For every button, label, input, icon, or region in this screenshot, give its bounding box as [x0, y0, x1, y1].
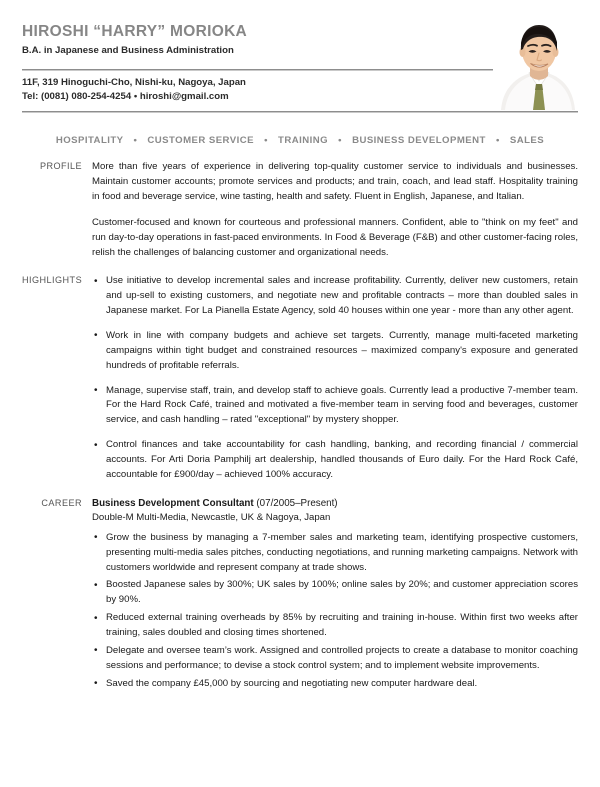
list-item: • Work in line with company budgets and achieve set targets. Currently, manage multi-faceted marketing campaigns within tight budget and constrained resources – maximized company's exposure and generated hundreds of profitable referrals.	[92, 329, 578, 374]
section-body-profile	[82, 160, 578, 260]
resume-header	[22, 0, 578, 113]
keyword-hospitality: HOSPITALITY	[55, 135, 124, 147]
keyword-business-development: BUSINESS DEVELOPMENT	[352, 135, 486, 147]
keyword-separator-icon: •	[133, 135, 138, 147]
list-item: • Saved the company £45,000 by sourcing and negotiating new computer hardware deal.	[92, 677, 578, 692]
job-title-line	[92, 497, 578, 512]
list-item: • Use initiative to develop incremental sales and increase profitability. Currently, deliver new customers, retain and up-sell to existing customers, and negotiate new and profitable contracts – more than doubled sales in Japanese market. For La Pianella Estate Agency, sold 40 houses within one year - more than any other agent.	[92, 274, 578, 319]
list-item: • Grow the business by managing a 7-member sales and marketing team, identifying prospective customers, presenting multi-media sales pitches, conducting negotiations, and running marketing campaigns. Network with customers worldwide and represent company at trade shows.	[92, 531, 578, 576]
list-item: • Control finances and take accountability for cash handling, banking, and recording financial / commercial accounts. For Arti Doria Pamphilj art dealership, handled thousands of Euro daily. For the Hard Rock Café, accountable for £900/day – achieved 100% accuracy.	[92, 438, 578, 483]
contact-phone-email: Tel: (0081) 080-254-4254 • hiroshi@gmail.com	[22, 91, 229, 103]
candidate-degree: B.A. in Japanese and Business Administration	[22, 45, 234, 57]
job-company: Double-M Multi-Media, Newcastle, UK & Nagoya, Japan	[92, 512, 331, 524]
section-profile	[22, 146, 578, 260]
profile-paragraph: More than five years of experience in delivering top-quality customer service to individuals and businesses. Maintain customer accounts; promote services and products; and train, coach, and lead staff. Hospitality training in food and beverage service, wine tasting, health and safety. Fluent in English, Japanese, and Italian.	[92, 161, 578, 202]
keyword-separator-icon: •	[264, 135, 268, 147]
section-highlights	[22, 260, 578, 482]
section-label-profile: PROFILE	[39, 161, 82, 172]
contact-address: 11F, 319 Hinoguchi-Cho, Nishi-ku, Nagoya, Japan	[22, 76, 246, 88]
section-body-highlights	[82, 274, 578, 482]
list-item: • Reduced external training overheads by 85% by recruiting and training in-house. Within first two weeks after training, sales doubled and closing times shortened.	[92, 611, 578, 641]
list-item: • Boosted Japanese sales by 300%; UK sales by 100%; online sales by 20%; and customer appreciation scores by 90%.	[92, 578, 578, 608]
job-dates: (07/2005–Present)	[256, 497, 338, 509]
keyword-sales: SALES	[509, 135, 545, 147]
list-item: • Manage, supervise staff, train, and develop staff to achieve goals. Currently lead a productive 7-member team. For the Hard Rock Café, trained and motivated a five-member team in serving food and beverages, customer service, and cash handling – rated "exceptional" by mystery shopper.	[92, 384, 578, 429]
section-body-career	[82, 497, 578, 695]
list-item: • Delegate and oversee team’s work. Assigned and controlled projects to create a database to monitor coaching sessions and performance; to devise a stock control system; and to implement website improvements.	[92, 644, 578, 674]
highlights-list	[92, 274, 578, 482]
job-role: Business Development Consultant	[92, 497, 254, 509]
header-divider-bottom	[22, 111, 578, 113]
portrait-photo	[493, 18, 579, 110]
profile-paragraph: Customer-focused and known for courteous and professional manners. Confident, able to "think on my feet" and run day-to-day operations in fast-paced environments. In Food & Beverage (F&B) and other customer-facing roles, relish the challenges of balancing customer and organizational needs.	[92, 216, 578, 258]
section-career	[22, 483, 578, 695]
keyword-customer-service: CUSTOMER SERVICE	[147, 135, 254, 147]
keyword-training: TRAINING	[278, 135, 328, 147]
keyword-separator-icon: •	[495, 135, 500, 147]
portrait-photo-graphic	[493, 18, 579, 110]
keyword-separator-icon: •	[338, 135, 342, 147]
candidate-name: HIROSHI “HARRY” MORIOKA	[22, 23, 248, 40]
keyword-band	[22, 135, 578, 146]
section-label-highlights: HIGHLIGHTS	[22, 275, 83, 286]
career-list	[92, 531, 578, 692]
section-label-career: CAREER	[41, 497, 82, 508]
